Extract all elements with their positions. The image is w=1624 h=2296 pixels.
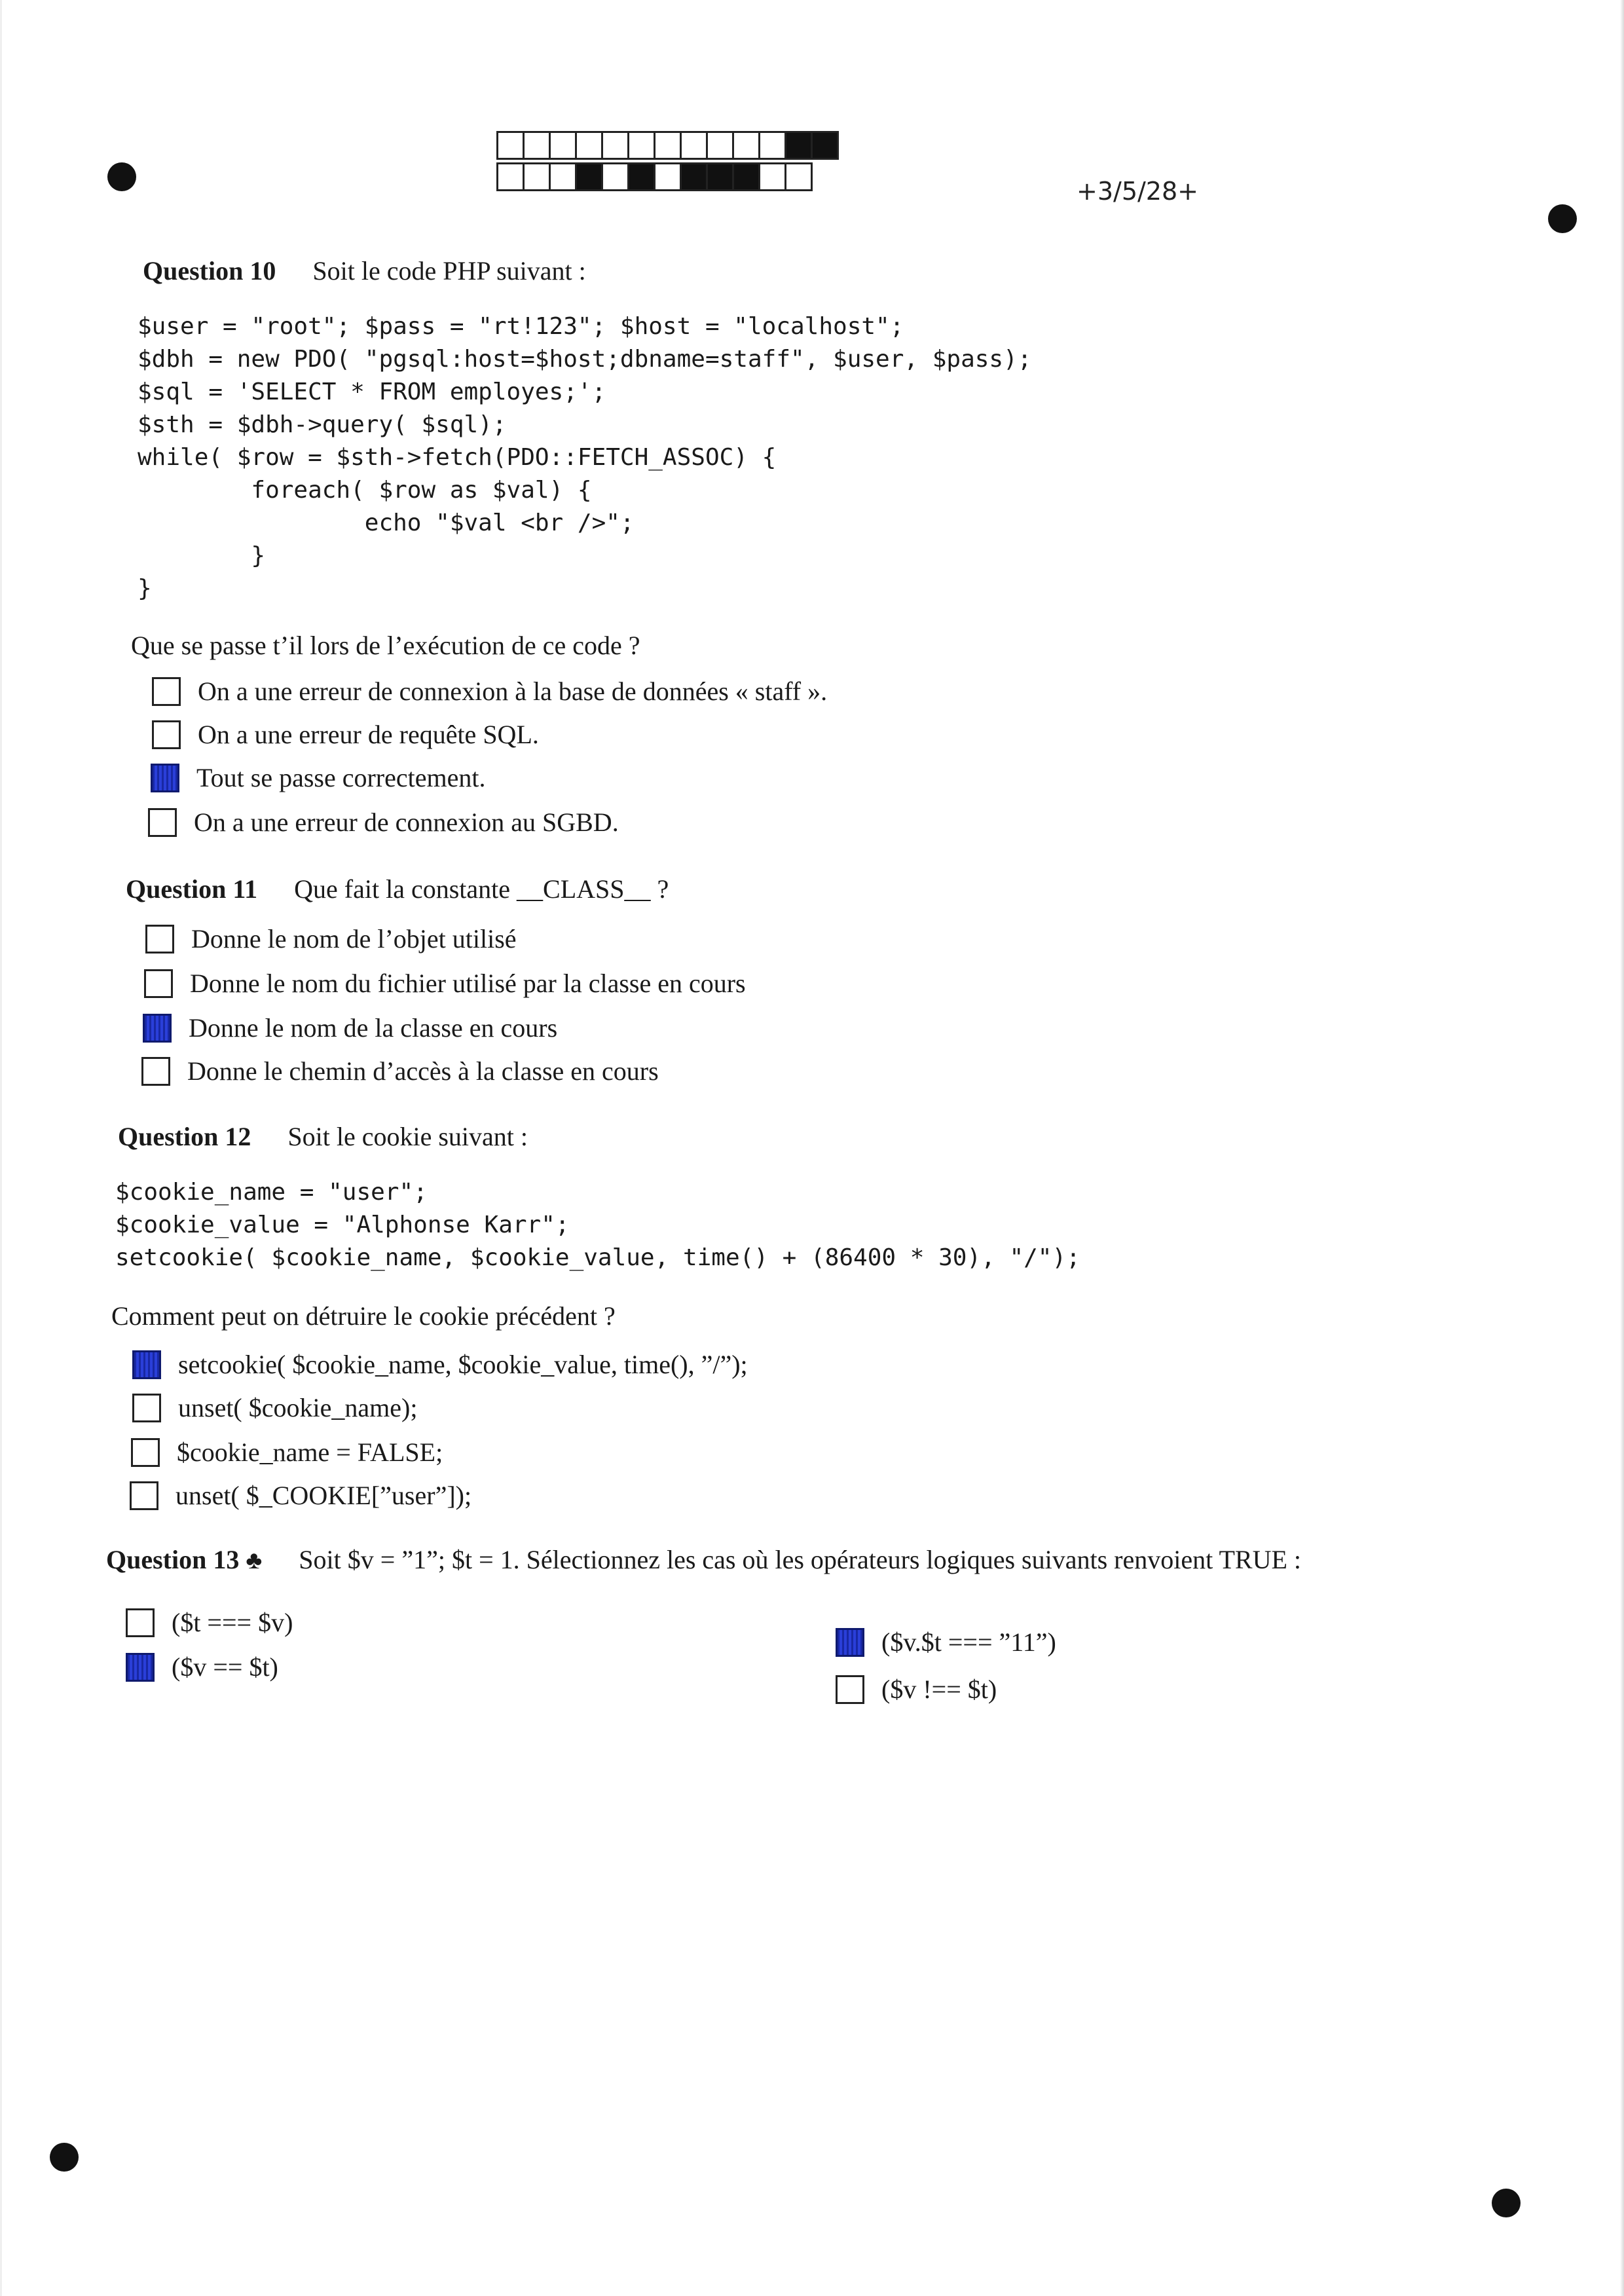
id-grid-cell [811, 131, 839, 160]
id-grid-cell [732, 131, 760, 160]
page-id: +3/5/28+ [1077, 177, 1198, 206]
option-label: On a une erreur de connexion à la base de données « staff ». [198, 676, 828, 706]
question-10-code: $user = "root"; $pass = "rt!123"; $host = "localhost"; $dbh = new PDO( "pgsql:host=$host;dbname=staff", $user, $pass); $sql = 'SELECT * FROM employes;'; $sth = $dbh->query( $sql); while( $row = $sth->fetch(PDO::FETCH_ASSOC) { foreach( $row as $val) { echo "$val <br />"; } } [138, 313, 1032, 602]
question-10-option-1[interactable] [152, 676, 827, 707]
question-10-text: Soit le code PHP suivant : [312, 256, 586, 286]
checkbox[interactable] [141, 1057, 170, 1086]
registration-dot-bottom-right [1492, 2189, 1521, 2217]
id-grid-cell [523, 162, 551, 191]
option-label: Donne le chemin d’accès à la classe en cours [187, 1056, 659, 1086]
checkbox[interactable] [132, 1394, 161, 1422]
question-13-option-1[interactable] [126, 1607, 293, 1638]
option-label: ($v == $t) [172, 1652, 278, 1682]
question-10-header [143, 255, 586, 286]
id-grid-cell [575, 131, 603, 160]
question-11-number: Question 11 [126, 874, 258, 904]
scan-right-edge [1620, 0, 1624, 2296]
question-11-option-3[interactable] [143, 1012, 557, 1043]
id-grid-cell [758, 131, 786, 160]
option-label: ($v.$t === ”11”) [881, 1627, 1056, 1657]
checkbox[interactable] [143, 1014, 172, 1043]
scan-left-edge [0, 0, 2, 2296]
id-grid-cell [758, 162, 786, 191]
option-label: Donne le nom du fichier utilisé par la classe en cours [190, 969, 746, 998]
question-12-prompt: Comment peut on détruire le cookie précédent ? [111, 1301, 616, 1331]
option-label: ($t === $v) [172, 1608, 293, 1637]
id-grid-cell [627, 131, 655, 160]
registration-dot-top-right [1548, 204, 1577, 233]
question-11-option-2[interactable] [144, 968, 746, 999]
question-11-header [126, 874, 669, 904]
question-13-header [106, 1544, 1301, 1575]
registration-dot-bottom-left [50, 2143, 79, 2172]
id-grid-cell [549, 131, 577, 160]
question-13-option-4[interactable] [836, 1674, 997, 1705]
registration-dot-top-left [107, 162, 136, 191]
id-grid-cell [732, 162, 760, 191]
option-label: unset( $cookie_name); [178, 1393, 418, 1422]
option-label: ($v !== $t) [881, 1675, 997, 1704]
id-grid-cell [549, 162, 577, 191]
id-grid-cell [496, 162, 525, 191]
id-grid-cell [680, 131, 708, 160]
question-11-option-4[interactable] [141, 1056, 659, 1086]
question-13-number: Question 13 ♣ [106, 1545, 263, 1574]
option-label: $cookie_name = FALSE; [177, 1437, 443, 1467]
option-label: Donne le nom de l’objet utilisé [191, 924, 517, 954]
question-10-prompt: Que se passe t’il lors de l’exécution de ce code ? [131, 631, 640, 660]
checkbox[interactable] [152, 720, 181, 749]
checkbox[interactable] [132, 1350, 161, 1379]
checkbox[interactable] [152, 677, 181, 706]
question-12-option-3[interactable] [131, 1437, 443, 1468]
question-13-option-2[interactable] [126, 1652, 278, 1682]
id-grid-cell [654, 131, 682, 160]
id-grid-cell [784, 131, 813, 160]
question-12-text: Soit le cookie suivant : [287, 1122, 528, 1151]
option-label: setcookie( $cookie_name, $cookie_value, time(), ”/”); [178, 1350, 748, 1379]
id-grid-cell [496, 131, 525, 160]
question-11-option-1[interactable] [145, 923, 517, 954]
id-grid-cell [601, 131, 629, 160]
question-10-option-4[interactable] [148, 807, 619, 838]
question-12-option-1[interactable] [132, 1349, 748, 1380]
option-label: On a une erreur de connexion au SGBD. [194, 807, 619, 837]
question-12-option-4[interactable] [130, 1480, 471, 1511]
checkbox[interactable] [131, 1438, 160, 1467]
checkbox[interactable] [126, 1653, 155, 1682]
checkbox[interactable] [130, 1481, 158, 1510]
question-12-number: Question 12 [118, 1122, 251, 1151]
checkbox[interactable] [151, 764, 179, 792]
checkbox[interactable] [836, 1675, 864, 1704]
id-grid-cell [654, 162, 682, 191]
option-label: Donne le nom de la classe en cours [189, 1013, 558, 1043]
id-grid-cell [523, 131, 551, 160]
question-13-text: Soit $v = ”1”; $t = 1. Sélectionnez les cas où les opérateurs logiques suivants renvoient TRUE : [299, 1545, 1302, 1574]
id-grid-cell [627, 162, 655, 191]
question-12-header [118, 1121, 528, 1152]
question-11-text: Que fait la constante __CLASS__ ? [294, 874, 669, 904]
id-grid-cell [601, 162, 629, 191]
question-10-option-3[interactable] [151, 762, 485, 793]
club-marker-icon: ♣ [246, 1547, 263, 1574]
checkbox[interactable] [144, 969, 173, 998]
checkbox[interactable] [836, 1628, 864, 1657]
id-grid-cell [706, 131, 734, 160]
option-label: unset( $_COOKIE[”user”]); [175, 1481, 472, 1510]
option-label: Tout se passe correctement. [196, 763, 486, 792]
checkbox[interactable] [148, 808, 177, 837]
id-grid-cell [784, 162, 813, 191]
question-13-option-3[interactable] [836, 1627, 1056, 1657]
checkbox[interactable] [145, 925, 174, 954]
option-label: On a une erreur de requête SQL. [198, 720, 539, 749]
question-10-number: Question 10 [143, 256, 276, 286]
question-12-option-2[interactable] [132, 1392, 417, 1423]
id-grid-cell [706, 162, 734, 191]
id-grid-cell [575, 162, 603, 191]
id-grid-cell [680, 162, 708, 191]
checkbox[interactable] [126, 1608, 155, 1637]
question-12-code: $cookie_name = "user"; $cookie_value = "Alphonse Karr"; setcookie( $cookie_name, $cookie_value, time() + (86400 * 30), "/"); [115, 1179, 1080, 1271]
question-10-option-2[interactable] [152, 719, 539, 750]
